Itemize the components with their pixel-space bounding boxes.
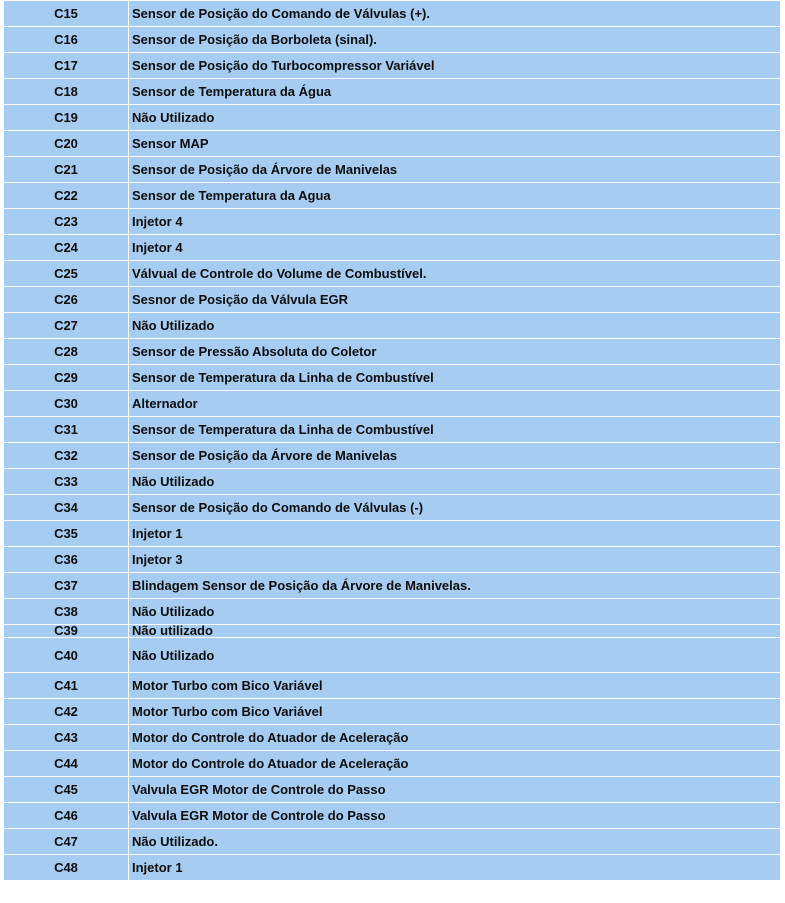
table-row [4,417,780,442]
pin-description: Motor Turbo com Bico Variável [129,699,780,724]
table-row [4,777,780,802]
pin-code: C16 [4,27,128,52]
table-row [4,443,780,468]
pin-code: C45 [4,777,128,802]
pin-code: C47 [4,829,128,854]
pin-code: C29 [4,365,128,390]
table-row [4,699,780,724]
table-row [4,391,780,416]
pin-description: Motor do Controle do Atuador de Aceleração [129,725,780,750]
pin-description: Sensor de Posição da Borboleta (sinal). [129,27,780,52]
table-row [4,673,780,698]
pin-description [129,625,780,637]
pin-code: C31 [4,417,128,442]
pin-code: C15 [4,1,128,26]
pin-code: C46 [4,803,128,828]
pin-description: Sensor de Posição da Árvore de Manivelas [129,443,780,468]
pin-code: C36 [4,547,128,572]
pin-description: Alternador [129,391,780,416]
pin-description: Não Utilizado [129,638,780,672]
pin-description: Injetor 1 [129,855,780,880]
table-row [4,599,780,624]
pin-code: C27 [4,313,128,338]
pin-description-text: Não utilizado [132,625,213,636]
pin-code: C20 [4,131,128,156]
pin-description: Não Utilizado. [129,829,780,854]
pin-description: Sensor de Temperatura da Água [129,79,780,104]
pin-description: Sensor de Temperatura da Agua [129,183,780,208]
pin-description: Sensor MAP [129,131,780,156]
pin-code: C41 [4,673,128,698]
pin-code: C44 [4,751,128,776]
pin-description: Sensor de Posição do Comando de Válvulas (+). [129,1,780,26]
pin-description: Sesnor de Posição da Válvula EGR [129,287,780,312]
pin-code: C30 [4,391,128,416]
pin-code: C22 [4,183,128,208]
pin-description: Sensor de Posição do Comando de Válvulas (-) [129,495,780,520]
table-row [4,209,780,234]
pin-code-text: C39 [54,625,78,636]
table-row [4,855,780,880]
table-row [4,521,780,546]
pin-description: Sensor de Temperatura da Linha de Combustível [129,417,780,442]
pin-code: C21 [4,157,128,182]
table-row [4,261,780,286]
pin-description: Não Utilizado [129,313,780,338]
pin-description: Não Utilizado [129,105,780,130]
table-row [4,183,780,208]
table-row [4,469,780,494]
pin-description: Sensor de Pressão Absoluta do Coletor [129,339,780,364]
table-row [4,27,780,52]
pin-code: C17 [4,53,128,78]
pin-description: Blindagem Sensor de Posição da Árvore de Manivelas. [129,573,780,598]
pin-code: C33 [4,469,128,494]
pin-code: C24 [4,235,128,260]
pin-code: C37 [4,573,128,598]
pin-description: Sensor de Temperatura da Linha de Combustível [129,365,780,390]
pin-code: C26 [4,287,128,312]
pin-description: Injetor 4 [129,209,780,234]
table-row [4,1,780,26]
pin-code: C43 [4,725,128,750]
table-row [4,625,780,637]
pin-code: C25 [4,261,128,286]
pin-code: C19 [4,105,128,130]
pin-code: C23 [4,209,128,234]
pin-table [3,0,781,881]
pin-code: C28 [4,339,128,364]
pin-description: Não Utilizado [129,469,780,494]
pin-description: Injetor 3 [129,547,780,572]
pin-description: Motor Turbo com Bico Variável [129,673,780,698]
table-row [4,365,780,390]
table-row [4,495,780,520]
pin-description: Valvula EGR Motor de Controle do Passo [129,803,780,828]
pin-description: Sensor de Posição da Árvore de Manivelas [129,157,780,182]
pin-description: Injetor 4 [129,235,780,260]
table-row [4,339,780,364]
pin-code: C32 [4,443,128,468]
pin-table-body [4,1,780,880]
pin-code: C40 [4,638,128,672]
table-row [4,573,780,598]
table-row [4,131,780,156]
table-row [4,287,780,312]
table-row [4,313,780,338]
table-row [4,157,780,182]
table-row [4,725,780,750]
table-row [4,829,780,854]
pin-description: Não Utilizado [129,599,780,624]
table-row [4,53,780,78]
table-row [4,547,780,572]
table-row [4,638,780,672]
pin-description: Motor do Controle do Atuador de Aceleração [129,751,780,776]
pin-description: Injetor 1 [129,521,780,546]
pin-code: C34 [4,495,128,520]
pin-code: C42 [4,699,128,724]
pin-description: Válvual de Controle do Volume de Combustível. [129,261,780,286]
pin-description: Sensor de Posição do Turbocompressor Variável [129,53,780,78]
pin-code: C35 [4,521,128,546]
pin-code: C48 [4,855,128,880]
pin-code: C18 [4,79,128,104]
pin-code: C38 [4,599,128,624]
table-row [4,803,780,828]
pin-description: Valvula EGR Motor de Controle do Passo [129,777,780,802]
table-row [4,751,780,776]
table-row [4,235,780,260]
table-row [4,79,780,104]
table-row [4,105,780,130]
pin-code [4,625,128,637]
